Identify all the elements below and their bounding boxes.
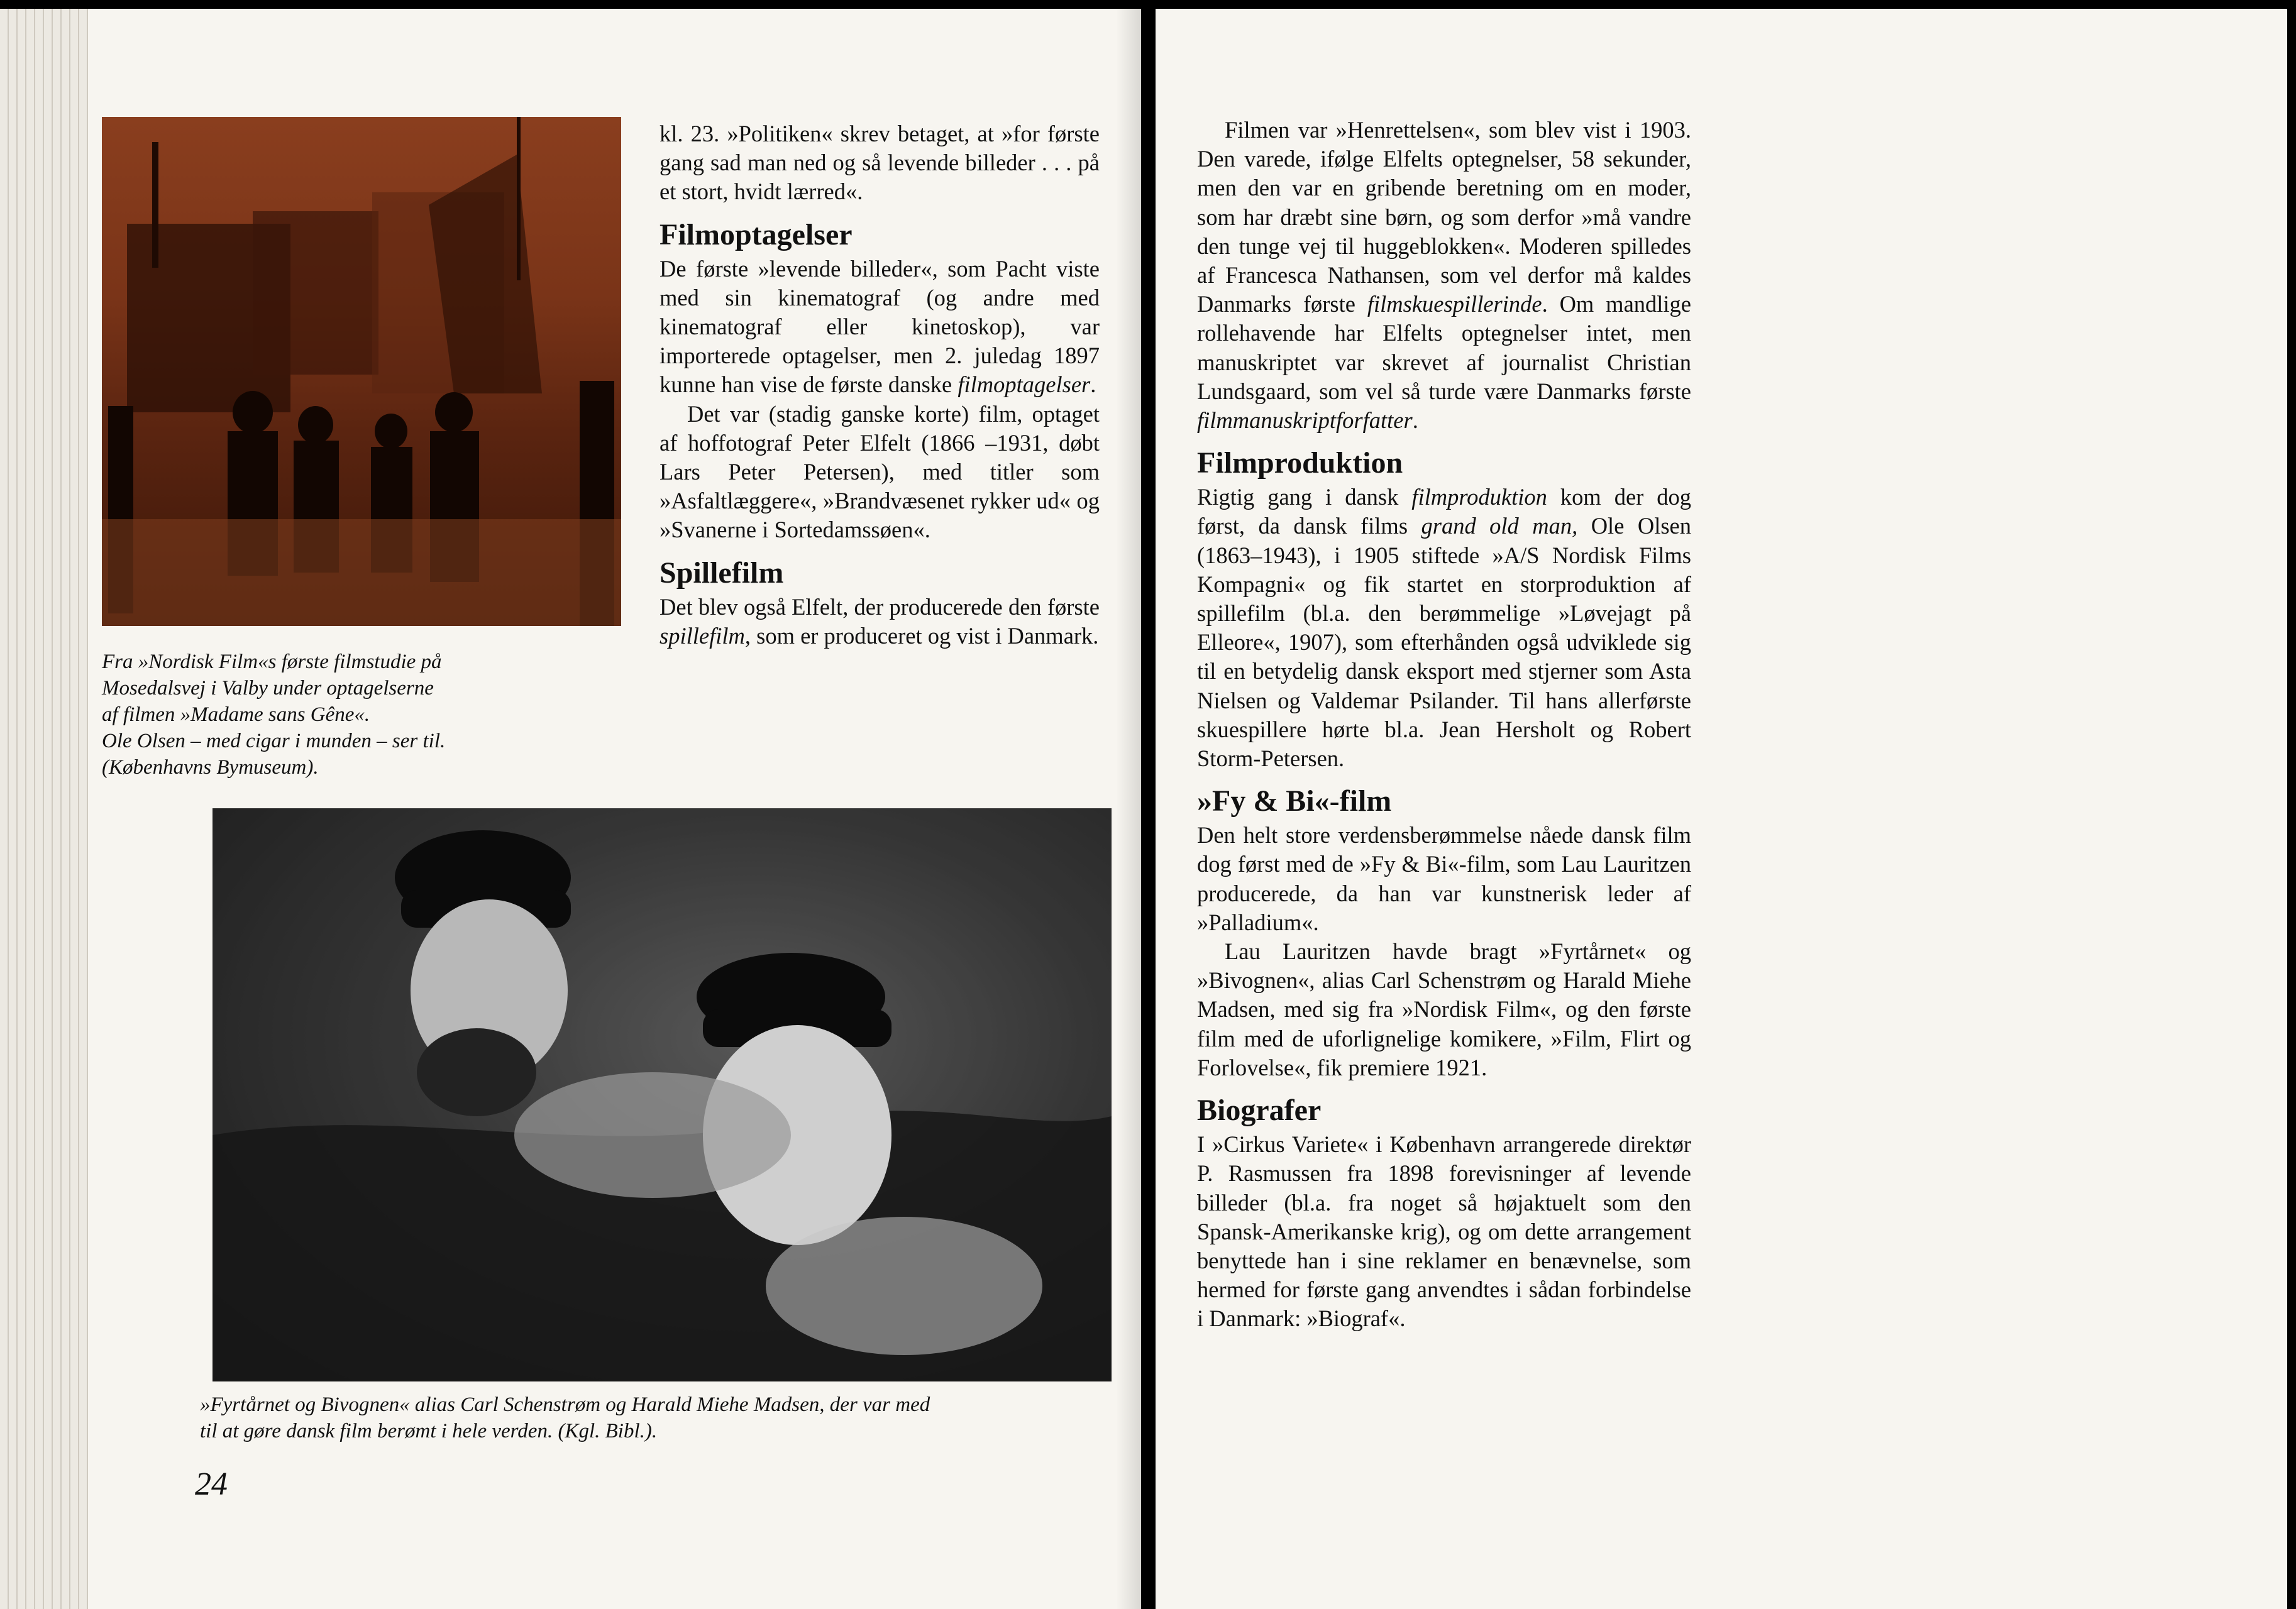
studio-photo-caption bbox=[102, 649, 624, 781]
filmoptagelser-paragraph-2: Det var (stadig ganske korte) film, optaget af hoffotograf Peter Elfelt (1866 –1931, døbt Lars Peter Petersen), med titler som »Asfaltlæggere«, »Brandvæsenet rykker ud« og »Svanerne i Sortedamssøen«. bbox=[660, 400, 1100, 543]
filmoptagelser-paragraph-1: De første »levende billeder«, som Pacht viste med sin kinematograf (og andre med kinematograf eller kinetoskop), var importerede optagelser, men 2. juledag 1897 kunne han vise de første danske filmoptagelser. bbox=[660, 255, 1100, 398]
right-text-column-1 bbox=[1197, 116, 1691, 1334]
fy-bi-paragraph-2: Lau Lauritzen havde bragt »Fyrtårnet« og »Bivognen«, alias Carl Schenstrøm og Harald Miehe Madsen, med sig fra »Nordisk Film«, og den første film med de uforlignelige komikere, »Film, Flirt og Forlovelse«, fik premiere 1921. bbox=[1197, 938, 1691, 1080]
fy-bi-photo-caption bbox=[200, 1392, 1124, 1444]
caption-line: (Københavns Bymuseum). bbox=[102, 756, 319, 779]
caption-line: til at gøre dansk film berømt i hele verden. (Kgl. Bibl.). bbox=[200, 1420, 658, 1442]
heading-filmproduktion: Filmproduktion bbox=[1197, 446, 1403, 480]
left-text-column bbox=[660, 119, 1100, 651]
heading-filmoptagelser: Filmoptagelser bbox=[660, 217, 853, 251]
intro-paragraph: kl. 23. »Politiken« skrev betaget, at »for første gang sad man ned og så levende billeder . . . på et stort, hvidt lærred«. bbox=[660, 121, 1100, 205]
spillefilm-paragraph-1: Det blev også Elfelt, der producerede den første spillefilm, som er produceret og vist i Danmark. bbox=[660, 593, 1100, 649]
fyrtaarnet-bivognen-photo bbox=[212, 808, 1112, 1381]
film-studio-photo bbox=[102, 117, 621, 626]
caption-line: Ole Olsen – med cigar i munden – ser til. bbox=[102, 730, 446, 752]
caption-line: Mosedalsvej i Valby under optagelserne bbox=[102, 677, 434, 700]
fyrtaarnet-bivognen-photo-art bbox=[212, 808, 1112, 1381]
heading-fy-bi: »Fy & Bi«-film bbox=[1197, 784, 1392, 818]
henrettelsen-paragraph: Filmen var »Henrettelsen«, som blev vist i 1903. Den varede, ifølge Elfelts optegnelser, 58 sekunder, men den var en gribende beretning om en moder, som har dræbt sine børn, og som derfor »må vandre den tunge vej til huggeblokken«. Moderen spilledes af Francesca Nathansen, som vel derfor må kaldes Danmarks første filmskuespillerinde. Om mandlige rollehavende har Elfelts optegnelser intet, men manuskriptet var skrevet af journalist Christian Lundsgaard, som vel så turde være Danmarks første filmmanuskriptforfatter. bbox=[1197, 117, 1691, 434]
fy-bi-paragraph-1: Den helt store verdensberømmelse nåede dansk film dog først med de »Fy & Bi«-film, som Lau Lauritzen producerede, da han var kunstnerisk leder af »Palladium«. bbox=[1197, 822, 1691, 935]
caption-line: Fra »Nordisk Film«s første filmstudie på bbox=[102, 651, 442, 673]
biografer-paragraph-1: I »Cirkus Variete« i København arrangerede direktør P. Rasmussen fra 1898 forevisninger af levende billeder (bl.a. fra noget så højaktuelt som den Spansk-Amerikanske krig), og om dette arrangement benyttede han i sine reklamer en benævnelse, som hermed for første gang anvendtes i sådan forbindelse i Danmark: »Biograf«. bbox=[1197, 1131, 1691, 1332]
caption-line: af filmen »Madame sans Gêne«. bbox=[102, 703, 370, 726]
gutter-shadow bbox=[1116, 9, 1141, 1609]
book-page-edges bbox=[0, 9, 88, 1609]
left-page bbox=[0, 9, 1141, 1609]
caption-line: »Fyrtårnet og Bivognen« alias Carl Schenstrøm og Harald Miehe Madsen, der var med bbox=[200, 1393, 930, 1416]
heading-biografer: Biografer bbox=[1197, 1094, 1322, 1128]
heading-spillefilm: Spillefilm bbox=[660, 556, 784, 590]
filmproduktion-paragraph: Rigtig gang i dansk filmproduktion kom der dog først, da dansk films grand old man, Ole Olsen (1863–1943), i 1905 stiftede »A/S Nordisk Films Kompagni« og fik startet en storproduktion af spillefilm (bl.a. den berømmelige »Løvejagt på Elleore«, 1907), som efterhånden også udviklede sig til en betydelig dansk eksport med stjerner som Asta Nielsen og Valdemar Psilander. Til hans allerførste skuespillere hørte bl.a. Jean Hersholt og Robert Storm-Petersen. bbox=[1197, 484, 1692, 772]
right-page bbox=[1156, 9, 2287, 1609]
film-studio-photo-art bbox=[102, 117, 621, 626]
page-number-left: 24 bbox=[195, 1466, 228, 1502]
